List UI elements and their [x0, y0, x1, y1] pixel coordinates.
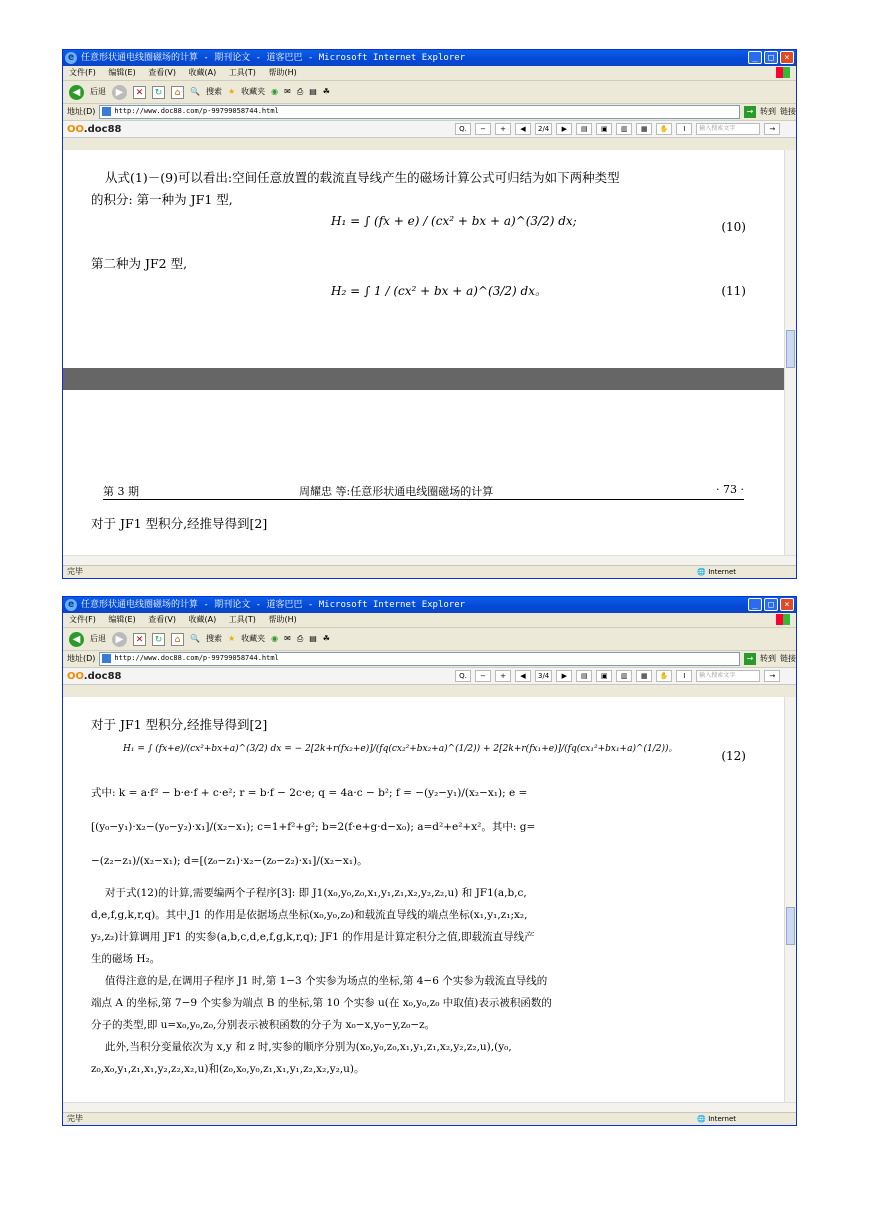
page-gap: [63, 368, 784, 390]
maximize-button[interactable]: □: [764, 51, 778, 64]
menu-favorites[interactable]: 收藏(A): [188, 68, 217, 77]
stop-icon[interactable]: ✕: [133, 633, 146, 646]
windows-flag-icon: [776, 614, 790, 625]
text-tool-icon[interactable]: I: [676, 123, 692, 135]
vertical-scrollbar[interactable]: [784, 150, 796, 556]
paragraph: −(z₂−z₁)/(x₂−x₁); d=[(z₀−z₁)·x₂−(z₀−z₂)·x₁]/(x₂−x₁)。: [91, 855, 368, 867]
paragraph: 值得注意的是,在调用子程序 J1 时,第 1−3 个实参为场点的坐标,第 4−6 个实参为载流直导线的: [105, 975, 548, 987]
search-button[interactable]: 搜索: [205, 87, 222, 96]
close-button[interactable]: ×: [780, 51, 794, 64]
links-button[interactable]: 链接: [780, 107, 796, 116]
favorites-button[interactable]: 收藏夹: [241, 87, 266, 96]
zoom-in-button[interactable]: +: [495, 670, 511, 682]
edit-icon[interactable]: ▤: [309, 87, 317, 96]
doc-search-button[interactable]: →: [764, 123, 780, 135]
toolbar: [63, 628, 796, 651]
print-icon[interactable]: ⎙: [296, 87, 304, 96]
menu-help[interactable]: 帮助(H): [268, 615, 297, 624]
doc88-toolbar: [63, 668, 796, 685]
doc88-toolbar: [63, 121, 796, 138]
paragraph: 对于 JF1 型积分,经推导得到[2]: [91, 717, 268, 732]
page-indicator[interactable]: 2/4: [535, 123, 552, 135]
equation-10: H₁ = ∫ (fx + e) / (cx² + bx + a)^(3/2) dx;: [331, 214, 577, 228]
equation-number: (12): [721, 749, 746, 763]
grid-view-icon[interactable]: ▦: [636, 670, 652, 682]
go-arrow-icon[interactable]: →: [744, 106, 756, 118]
menu-file[interactable]: 文件(F): [69, 615, 96, 624]
menu-tools[interactable]: 工具(T): [228, 615, 256, 624]
refresh-icon[interactable]: ↻: [152, 86, 165, 99]
hand-tool-icon[interactable]: ✋: [656, 670, 672, 682]
forward-arrow-icon[interactable]: ▶: [112, 632, 127, 647]
stop-icon[interactable]: ✕: [133, 86, 146, 99]
menu-bar: [63, 613, 796, 628]
equation-12: H₁ = ∫ (fx+e)/(cx²+bx+a)^(3/2) dx = − 2[2k+r(fx₂+e)]/(fq(cx₂²+bx₂+a)^(1/2)) + 2[2k+r(fx₁+e)]/(fq(cx₁²+bx₁+a)^(1/2))。: [123, 744, 678, 754]
scroll-thumb[interactable]: [786, 330, 795, 368]
go-button[interactable]: 转到: [760, 654, 776, 663]
ie-icon: e: [65, 599, 77, 611]
go-arrow-icon[interactable]: →: [744, 653, 756, 665]
prev-page-button[interactable]: ◀: [515, 670, 531, 682]
paragraph: z₀,x₀,y₁,z₁,x₁,y₂,z₂,x₂,u)和(z₀,x₀,y₀,z₁,x₁,y₁,z₂,x₂,y₂,u)。: [91, 1063, 365, 1075]
next-page-button[interactable]: ▶: [556, 123, 572, 135]
title-bar: [63, 50, 796, 66]
paragraph: 端点 A 的坐标,第 7−9 个实参为端点 B 的坐标,第 10 个实参 u(在 x₀,y₀,z₀ 中取值)表示被积函数的: [91, 997, 552, 1009]
status-bar: [63, 565, 796, 578]
running-title: 周耀忠 等:任意形状通电线圈磁场的计算: [299, 485, 494, 498]
continuous-page-icon[interactable]: ▣: [596, 670, 612, 682]
zoom-out-button[interactable]: −: [475, 670, 491, 682]
status-bar: [63, 1112, 796, 1125]
menu-help[interactable]: 帮助(H): [268, 68, 297, 77]
address-bar: [63, 651, 796, 668]
paragraph: 对于式(12)的计算,需要编两个子程序[3]: 即 J1(x₀,y₀,z₀,x₁,y₁,z₁,x₂,y₂,z₂,u) 和 JF1(a,b,c,: [105, 887, 527, 899]
paragraph: d,e,f,g,k,r,q)。其中,J1 的作用是依据场点坐标(x₀,y₀,z₀)和载流直导线的端点坐标(x₁,y₁,z₁;x₂,: [91, 909, 528, 921]
address-label: 地址(D): [67, 107, 96, 116]
forward-arrow-icon[interactable]: ▶: [112, 85, 127, 100]
menu-edit[interactable]: 编辑(E): [108, 615, 136, 624]
favorites-star-icon[interactable]: ★: [227, 634, 236, 643]
window-title: 任意形状通电线圈磁场的计算 - 期刊论文 - 道客巴巴 - Microsoft Internet Explorer: [81, 53, 466, 63]
window-title: 任意形状通电线圈磁场的计算 - 期刊论文 - 道客巴巴 - Microsoft Internet Explorer: [81, 600, 466, 610]
refresh-icon[interactable]: ↻: [152, 633, 165, 646]
equation-number: (11): [721, 284, 746, 298]
address-input[interactable]: http://www.doc88.com/p-99799058744.html: [99, 652, 740, 666]
menu-edit[interactable]: 编辑(E): [108, 68, 136, 77]
two-page-icon[interactable]: ▥: [616, 670, 632, 682]
paragraph: 的积分: 第一种为 JF1 型,: [91, 192, 233, 207]
status-text: 完毕: [67, 567, 83, 576]
home-icon[interactable]: ⌂: [171, 633, 184, 646]
page-header: [103, 483, 744, 500]
issue-label: 第 3 期: [103, 485, 139, 498]
status-text: 完毕: [67, 1114, 83, 1123]
print-icon[interactable]: ⎙: [296, 634, 304, 643]
grid-view-icon[interactable]: ▦: [636, 123, 652, 135]
title-bar: [63, 597, 796, 613]
zoom-in-button[interactable]: +: [495, 123, 511, 135]
search-icon[interactable]: 🔍: [190, 634, 200, 643]
menu-bar: [63, 66, 796, 81]
internet-zone: 🌐 Internet: [697, 1115, 736, 1123]
paragraph: 第二种为 JF2 型,: [91, 256, 188, 271]
page-indicator[interactable]: 3/4: [535, 670, 552, 682]
equation-11: H₂ = ∫ 1 / (cx² + bx + a)^(3/2) dx。: [331, 284, 547, 298]
menu-view[interactable]: 查看(V): [148, 68, 176, 77]
windows-flag-icon: [776, 67, 790, 78]
browser-window-1: [62, 49, 797, 579]
address-bar: [63, 104, 796, 121]
paragraph: 分子的类型,即 u=x₀,y₀,z₀,分别表示被积函数的分子为 x₀−x,y₀−y,z₀−z。: [91, 1019, 436, 1031]
menu-view[interactable]: 查看(V): [148, 615, 176, 624]
back-arrow-icon[interactable]: ◀: [69, 632, 84, 647]
links-button[interactable]: 链接: [780, 654, 796, 663]
back-arrow-icon[interactable]: ◀: [69, 85, 84, 100]
paragraph: [(y₀−y₁)·x₂−(y₀−y₂)·x₁]/(x₂−x₁); c=1+f²+g²; b=2(f·e+g·d−x₀); a=d²+e²+x²。其中: g=: [91, 821, 536, 833]
messenger-icon[interactable]: ☘: [322, 634, 330, 643]
paragraph: y₂,z₂)计算调用 JF1 的实参(a,b,c,d,e,f,g,k,r,q); JF1 的作用是计算定积分之值,即载流直导线产: [91, 931, 535, 943]
single-page-icon[interactable]: ▤: [576, 670, 592, 682]
history-icon[interactable]: ◉: [271, 87, 279, 96]
browser-window-2: [62, 596, 797, 1126]
vertical-scrollbar[interactable]: [784, 697, 796, 1103]
hand-tool-icon[interactable]: ✋: [656, 123, 672, 135]
search-icon[interactable]: 🔍: [190, 87, 200, 96]
zoom-search-icon[interactable]: Q.: [455, 670, 471, 682]
zoom-out-button[interactable]: −: [475, 123, 491, 135]
doc-search-button[interactable]: →: [764, 670, 780, 682]
history-icon[interactable]: ◉: [271, 634, 279, 643]
internet-zone: 🌐 Internet: [697, 568, 736, 576]
document-viewport: [63, 150, 784, 556]
equation-number: (10): [721, 220, 746, 234]
continuous-page-icon[interactable]: ▣: [596, 123, 612, 135]
home-icon[interactable]: ⌂: [171, 86, 184, 99]
paragraph: 对于 JF1 型积分,经推导得到[2]: [91, 516, 268, 531]
document-viewport: [63, 697, 784, 1103]
address-label: 地址(D): [67, 654, 96, 663]
doc88-logo: OO.doc88: [67, 123, 122, 135]
text-tool-icon[interactable]: I: [676, 670, 692, 682]
paragraph: 此外,当积分变量依次为 x,y 和 z 时,实参的顺序分别为(x₀,y₀,z₀,x₁,y₁,z₁,x₂,y₂,z₂,u),(y₀,: [105, 1041, 512, 1053]
mail-icon[interactable]: ✉: [284, 87, 291, 96]
paragraph: 式中: k = a·f² − b·e·f + c·e²; r = b·f − 2c·e; q = 4a·c − b²; f = −(y₂−y₁)/(x₂−x₁); e =: [91, 787, 528, 799]
toolbar: [63, 81, 796, 104]
search-button[interactable]: 搜索: [205, 634, 222, 643]
close-button[interactable]: ×: [780, 598, 794, 611]
back-button[interactable]: 后退: [90, 87, 106, 96]
two-page-icon[interactable]: ▥: [616, 123, 632, 135]
paragraph: 从式(1)－(9)可以看出:空间任意放置的载流直导线产生的磁场计算公式可归结为如下两种类型: [105, 170, 620, 185]
menu-file[interactable]: 文件(F): [69, 68, 96, 77]
doc88-logo: OO.doc88: [67, 670, 122, 682]
ie-icon: e: [65, 52, 77, 64]
maximize-button[interactable]: □: [764, 598, 778, 611]
prev-page-button[interactable]: ◀: [515, 123, 531, 135]
page-number: · 73 ·: [716, 483, 744, 496]
back-button[interactable]: 后退: [90, 634, 106, 643]
edit-icon[interactable]: ▤: [309, 634, 317, 643]
go-button[interactable]: 转到: [760, 107, 776, 116]
zoom-search-icon[interactable]: Q.: [455, 123, 471, 135]
menu-tools[interactable]: 工具(T): [228, 68, 256, 77]
messenger-icon[interactable]: ☘: [322, 87, 330, 96]
single-page-icon[interactable]: ▤: [576, 123, 592, 135]
minimize-button[interactable]: _: [748, 51, 762, 64]
favorites-button[interactable]: 收藏夹: [241, 634, 266, 643]
address-input[interactable]: http://www.doc88.com/p-99799058744.html: [99, 105, 740, 119]
next-page-button[interactable]: ▶: [556, 670, 572, 682]
doc-search-input[interactable]: 输入搜索文字: [696, 670, 760, 682]
paragraph: 生的磁场 H₂。: [91, 953, 161, 965]
doc-search-input[interactable]: 输入搜索文字: [696, 123, 760, 135]
menu-favorites[interactable]: 收藏(A): [188, 615, 217, 624]
scroll-thumb[interactable]: [786, 907, 795, 945]
minimize-button[interactable]: _: [748, 598, 762, 611]
favorites-star-icon[interactable]: ★: [227, 87, 236, 96]
mail-icon[interactable]: ✉: [284, 634, 291, 643]
